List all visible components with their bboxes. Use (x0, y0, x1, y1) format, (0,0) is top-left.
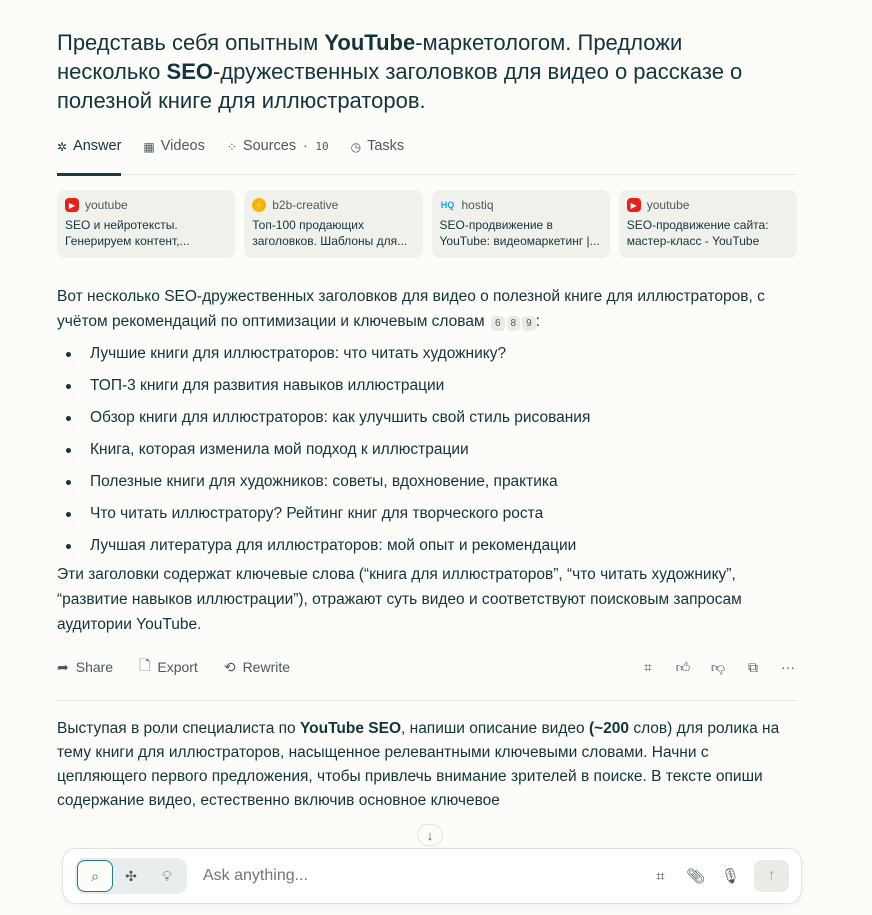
sources-count: · 10 (302, 140, 329, 153)
model-chip-icon[interactable]: ⌗ (644, 658, 652, 675)
tab-sources[interactable] (227, 133, 329, 175)
tab-tasks[interactable] (351, 133, 405, 175)
arrow-up-icon: ↑ (767, 867, 776, 884)
source-title: SEO-продвижение сайта: мастер-класс - YouTube (626, 218, 769, 248)
hostiq-logo-icon: HQ (440, 200, 455, 210)
send-button[interactable] (754, 860, 789, 892)
followup-query: Выступая в роли специалиста по YouTube SEO, напиши описание видео (~200 слов) для ролика на тему книги для иллюстраторов, насыщенное релевантными ключевыми словами. Начни с цепляющего первого предложения, чтобы привлечь внимание зрителей в поиске. В тексте опиши содержание видео, естественно включив основное ключевое (57, 720, 780, 809)
citation[interactable]: 6 (491, 316, 505, 331)
list-item: Книга, которая изменила мой подход к иллюстрации (57, 434, 797, 466)
youtube-logo-icon: ▶ (65, 198, 79, 212)
thumbs-up-icon[interactable]: 👍︎ (675, 658, 691, 675)
ask-bar (62, 848, 802, 904)
list-item: ТОП-3 книги для развития навыков иллюстрации (57, 370, 797, 402)
thread-content (57, 284, 797, 813)
youtube-logo-icon: ▶ (627, 198, 641, 212)
b2b-creative-logo-icon: ⚡ (252, 198, 266, 212)
list-item: Лучшие книги для иллюстраторов: что читать художнику? (57, 338, 797, 370)
lightbulb-icon: 💡︎ (162, 867, 172, 884)
ask-input[interactable] (203, 867, 643, 885)
scroll-down-button[interactable] (417, 824, 443, 846)
share-icon: ➦ (57, 658, 69, 675)
arrow-down-icon: ↓ (426, 827, 434, 843)
sources-icon: ⁘ (226, 140, 237, 154)
check-circle-icon: ◷ (350, 140, 362, 154)
list-item: Что читать иллюстратору? Рейтинг книг для творческого роста (57, 498, 797, 530)
share-button[interactable] (57, 659, 113, 676)
copy-icon[interactable]: ⧉ (748, 658, 758, 675)
export-label: Export (157, 659, 198, 675)
export-icon: 🗋 (139, 657, 151, 673)
source-cards (57, 190, 797, 258)
export-button[interactable] (139, 655, 198, 679)
source-title: SEO и нейротексты. Генерируем контент,... (65, 218, 190, 248)
tab-videos[interactable] (143, 133, 204, 175)
citation[interactable]: 9 (522, 316, 536, 331)
source-title: SEO-продвижение в YouTube: видеомаркетинг |... (439, 218, 600, 248)
answer-intro: Вот несколько SEO-дружественных заголовков для видео о полезной книге для иллюстраторов, с учётом рекомендаций по оптимизации и ключевым словам 6 8 9 : (57, 288, 765, 330)
answer-icon: ✲ (57, 140, 68, 154)
model-chip-icon[interactable]: ⌗ (656, 867, 665, 885)
source-card[interactable] (244, 190, 422, 258)
labs-mode-button[interactable] (149, 860, 185, 892)
film-icon: ▦ (143, 140, 155, 154)
citation[interactable]: 8 (507, 316, 521, 331)
query-title: Представь себя опытным YouTube-маркетологом. Предложи несколько SEO-дружественных заголовков для видео о рассказе о полезной книге для иллюстраторов. (57, 30, 743, 113)
rewrite-button[interactable] (224, 659, 290, 676)
source-site: hostiq (461, 198, 494, 212)
source-card[interactable] (619, 190, 797, 258)
tab-label: Answer (73, 138, 122, 154)
title-list (57, 338, 797, 562)
source-site: youtube (646, 198, 690, 212)
divider (57, 700, 797, 701)
answer-outro: Эти заголовки содержат ключевые слова (“книга для иллюстраторов”, “что читать художнику”, “развитие навыков иллюстрации”), отражают суть видео и соответствуют поисковым запросам аудитории YouTube. (57, 566, 742, 633)
tab-bar (57, 133, 797, 175)
attach-icon[interactable]: 📎︎ (685, 868, 706, 885)
answer-actions (57, 656, 797, 678)
tab-label: Sources (242, 138, 297, 154)
search-mode-button[interactable] (77, 860, 113, 892)
microphone-icon[interactable]: 🎙︎ (720, 868, 741, 885)
share-label: Share (75, 659, 114, 675)
source-site: youtube (85, 198, 128, 212)
tab-answer[interactable] (57, 133, 121, 175)
more-icon[interactable]: ··· (781, 658, 795, 675)
source-title: Топ-100 продающих заголовков. Шаблоны для... (252, 218, 408, 248)
search-icon: ⌕ (91, 867, 99, 884)
mode-switcher (75, 858, 187, 894)
tab-label: Videos (160, 138, 205, 154)
rewrite-icon: ⟲ (223, 658, 236, 675)
list-item: Лучшая литература для иллюстраторов: мой опыт и рекомендации (57, 530, 797, 562)
list-item: Полезные книги для художников: советы, вдохновение, практика (57, 466, 797, 498)
source-site: b2b-creative (272, 198, 339, 212)
source-card[interactable] (57, 190, 235, 258)
tab-label: Tasks (367, 138, 405, 154)
research-icon: ✣ (125, 867, 137, 884)
rewrite-label: Rewrite (242, 659, 291, 675)
answer-body (57, 284, 797, 637)
research-mode-button[interactable] (113, 860, 149, 892)
source-card[interactable] (432, 190, 610, 258)
thumbs-down-icon[interactable]: 👎︎ (710, 658, 726, 675)
list-item: Обзор книги для иллюстраторов: как улучшить свой стиль рисования (57, 402, 797, 434)
